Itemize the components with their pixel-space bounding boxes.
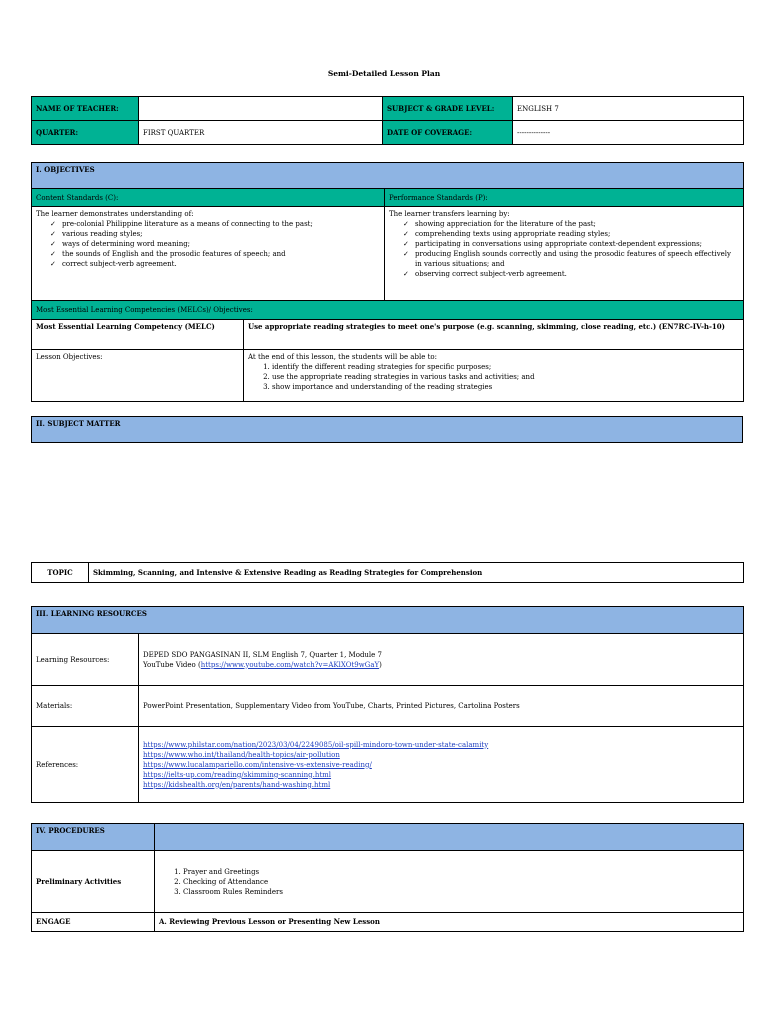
- list-item: ✓ participating in conversations using appropriate context-dependent expressions;: [403, 239, 739, 249]
- list-item: ✓ comprehending texts using appropriate reading styles;: [403, 229, 739, 239]
- content-list: [36, 219, 380, 269]
- header-table: [31, 96, 744, 145]
- materials-label: Materials:: [32, 686, 139, 727]
- list-item: ✓ the sounds of English and the prosodic features of speech; and: [50, 249, 380, 259]
- list-item: 3. show importance and understanding of the reading strategies: [272, 382, 739, 392]
- subject-matter-heading: II. SUBJECT MATTER: [32, 417, 743, 443]
- preliminary-list: [159, 867, 739, 897]
- preliminary-cell: [155, 851, 744, 913]
- topic-table: [31, 562, 744, 583]
- resources-table: [31, 606, 744, 803]
- engage-value: A. Reviewing Previous Lesson or Presenting New Lesson: [155, 913, 744, 932]
- resources-heading: III. LEARNING RESOURCES: [32, 607, 744, 634]
- quarter-label: QUARTER:: [32, 121, 139, 145]
- materials-value: PowerPoint Presentation, Supplementary Video from YouTube, Charts, Printed Pictures, Cartolina Posters: [139, 686, 744, 727]
- learning-resources-label: Learning Resources:: [32, 634, 139, 686]
- list-item: ✓ correct subject-verb agreement.: [50, 259, 380, 269]
- topic-label: TOPIC: [32, 563, 89, 583]
- teacher-value: [139, 97, 383, 121]
- lesson-list: [248, 362, 739, 392]
- references-label: References:: [32, 727, 139, 803]
- content-standards-label: Content Standards (C):: [32, 189, 385, 207]
- content-intro: The learner demonstrates understanding of:: [36, 210, 194, 218]
- performance-standards-cell: [385, 207, 744, 301]
- objectives-table: [31, 162, 744, 402]
- list-item: 3. Classroom Rules Reminders: [183, 887, 739, 897]
- reference-link[interactable]: https://www.who.int/thailand/health-topics/air-pollution: [143, 750, 340, 759]
- engage-label: ENGAGE: [32, 913, 155, 932]
- objectives-heading: I. OBJECTIVES: [32, 163, 744, 189]
- subject-matter-table: [31, 416, 743, 443]
- procedures-heading: IV. PROCEDURES: [32, 824, 155, 851]
- learning-resources-value: [139, 634, 744, 686]
- list-item: ✓ various reading styles;: [50, 229, 380, 239]
- references-value: [139, 727, 744, 803]
- coverage-label: DATE OF COVERAGE:: [383, 121, 513, 145]
- list-item: ✓ observing correct subject-verb agreement.: [403, 269, 739, 279]
- lesson-intro: At the end of this lesson, the students will be able to:: [248, 353, 437, 361]
- learning-line-1: DEPED SDO PANGASINAN II, SLM English 7, Quarter 1, Module 7: [143, 650, 382, 659]
- list-item: ✓ showing appreciation for the literature of the past;: [403, 219, 739, 229]
- page-title: Semi-Detailed Lesson Plan: [327, 69, 441, 78]
- lesson-objectives-cell: [244, 350, 744, 402]
- coverage-value: --------------: [513, 121, 744, 145]
- list-item: 1. Prayer and Greetings: [183, 867, 739, 877]
- performance-list: [389, 219, 739, 279]
- list-item: ✓ ways of determining word meaning;: [50, 239, 380, 249]
- content-standards-cell: [32, 207, 385, 301]
- procedures-table: [31, 823, 744, 932]
- youtube-link[interactable]: https://www.youtube.com/watch?v=AKlXOt9wGaY: [200, 660, 380, 669]
- learning-line-2-prefix: YouTube Video (: [143, 660, 201, 669]
- list-item: 2. use the appropriate reading strategies in various tasks and activities; and: [272, 372, 739, 382]
- reference-link[interactable]: https://kidshealth.org/en/parents/hand-washing.html: [143, 780, 331, 789]
- preliminary-label: Preliminary Activities: [32, 851, 155, 913]
- subject-label: SUBJECT & GRADE LEVEL:: [383, 97, 513, 121]
- performance-intro: The learner transfers learning by:: [389, 210, 510, 218]
- list-item: ✓ pre-colonial Philippine literature as a means of connecting to the past;: [50, 219, 380, 229]
- list-item: ✓ producing English sounds correctly and using the prosodic features of speech effectively in various situations; and: [403, 249, 739, 269]
- topic-value: Skimming, Scanning, and Intensive & Extensive Reading as Reading Strategies for Comprehension: [89, 563, 744, 583]
- subject-value: ENGLISH 7: [513, 97, 744, 121]
- reference-link[interactable]: https://ielts-up.com/reading/skimming-scanning.html: [143, 770, 332, 779]
- list-item: 1. identify the different reading strategies for specific purposes;: [272, 362, 739, 372]
- reference-link[interactable]: https://www.philstar.com/nation/2023/03/04/2249085/oil-spill-mindoro-town-under-state-calamity: [143, 740, 489, 749]
- procedures-heading-blank: [155, 824, 744, 851]
- lesson-objectives-label: Lesson Objectives:: [32, 350, 244, 402]
- melc-value: Use appropriate reading strategies to meet one's purpose (e.g. scanning, skimming, close reading, etc.) (EN7RC-IV-h-10): [244, 320, 744, 350]
- learning-line-2-suffix: ): [379, 660, 382, 669]
- melc-label: Most Essential Learning Competency (MELC): [32, 320, 244, 350]
- reference-link[interactable]: https://www.lucalampariello.com/intensive-vs-extensive-reading/: [143, 760, 372, 769]
- learning-line-2: [143, 660, 739, 670]
- performance-standards-label: Performance Standards (P):: [385, 189, 744, 207]
- melcs-heading: Most Essential Learning Competencies (MELCs)/ Objectives:: [32, 301, 744, 320]
- quarter-value: FIRST QUARTER: [139, 121, 383, 145]
- list-item: 2. Checking of Attendance: [183, 877, 739, 887]
- teacher-label: NAME OF TEACHER:: [32, 97, 139, 121]
